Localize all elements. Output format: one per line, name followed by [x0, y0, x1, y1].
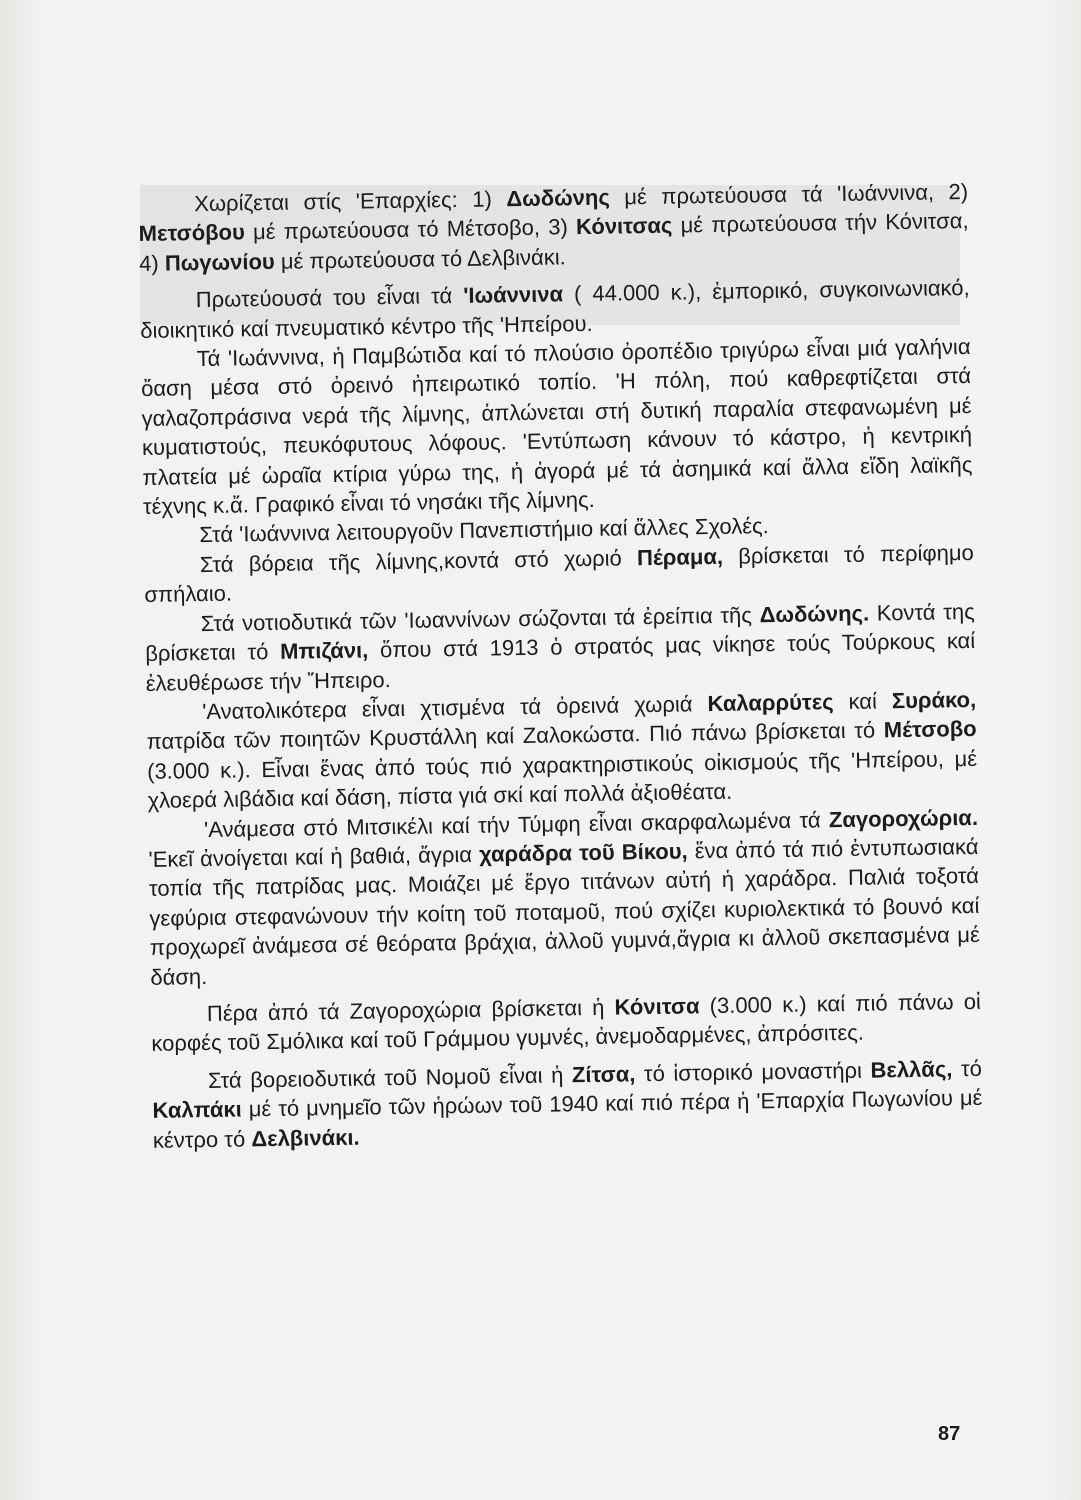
- paragraph-ioannina: Τά 'Ιωάννινα, ἡ Παμβώτιδα καί τό πλούσιο ὀροπέδιο τριγύρω εἶναι μιά γαλήνια ὄαση μέσα στό ὀρεινό ἠπειρωτικό τοπίο. 'Η πόλη, πού καθρεφτίζεται στά γαλαζοπράσινα νερά τῆς λίμνης, ἁπλώνεται στή δυτική παραλία στεφανωμένη μέ κυματιστούς, πευκόφυτους λόφους. 'Εντύπωση κάνουν τό κάστρο, ἡ κεντρική πλατεία μέ ὡραῖα κτίρια γύρω της, ἡ ἀγορά μέ τά ἀσημικά καί ἄλλα εἴδη λαϊκῆς τέχνης κ.ἄ. Γραφικό εἶναι τό νησάκι τῆς λίμνης.: [140, 333, 973, 520]
- paragraph-capital: Πρωτεύουσά του εἶναι τά 'Ιωάννινα ( 44.000 κ.), ἐμπορικό, συγκοινωνιακό, διοικητικό καί πνευματικό κέντρο τῆς 'Ηπείρου.: [140, 275, 970, 343]
- paragraph-perama: Στά βόρεια τῆς λίμνης,κοντά στό χωριό Πέραμα, βρίσκεται τό περίφημο σπήλαιο.: [144, 539, 974, 608]
- paragraph-eparchies: Χωρίζεται στίς 'Επαρχίες: 1) Δωδώνης μέ πρωτεύουσα τά 'Ιωάννινα, 2) Μετσόβου μέ πρωτεύουσα τό Μέτσοβο, 3) Κόνιτσας μέ πρωτεύουσα τήν Κόνιτσα, 4) Πωγωνίου μέ πρωτεύουσα τό Δελβινάκι.: [138, 178, 969, 276]
- paragraph-zitsa: Στά βορειοδυτικά τοῦ Νομοῦ εἶναι ἡ Ζίτσα, τό ἱστορικό μοναστήρι Βελλᾶς, τό Καλπάκι μέ τό μνημεῖο τῶν ἡρώων τοῦ 1940 καί πιό πέρα ἡ 'Επαρχία Πωγωνίου μέ κέντρο τό Δελβινάκι.: [152, 1055, 983, 1153]
- paragraph-konitsa: Πέρα ἀπό τά Ζαγοροχώρια βρίσκεται ἡ Κόνιτσα (3.000 κ.) καί πιό πάνω οἱ κορφές τοῦ Σμόλικα καί τοῦ Γράμμου γυμνές, ἀνεμοδαρμένες, ἀπρόσιτες.: [151, 988, 982, 1057]
- paragraph-metsovo: 'Ανατολικότερα εἶναι χτισμένα τά ὀρεινά χωριά Καλαρρύτες καί Συράκο, πατρίδα τῶν ποιητῶν Κρυστάλλη καί Ζαλοκώστα. Πιό πάνω βρίσκεται τό Μέτσοβο (3.000 κ.). Εἶναι ἕνας ἀπό τούς πιό χαρακτηριστικούς οἰκισμούς τῆς 'Ηπείρου, μέ χλοερά λιβάδια καί δάση, πίστα γιά σκί καί πολλά ἀξιοθέατα.: [146, 686, 978, 814]
- paragraph-dodoni: Στά νοτιοδυτικά τῶν 'Ιωαννίνων σώζονται τά ἐρείπια τῆς Δωδώνης. Κοντά της βρίσκεται τό Μπιζάνι, ὅπου στά 1913 ὁ στρατός μας νίκησε τούς Τούρκους καί ἐλευθέρωσε τήν Ἤπειρο.: [145, 598, 976, 696]
- paragraph-university: Στά 'Ιωάννινα λειτουργοῦν Πανεπιστήμιο καί ἄλλες Σχολές.: [199, 513, 769, 548]
- paragraph-zagori: 'Ανάμεσα στό Μιτσικέλι καί τήν Τύμφη εἶναι σκαρφαλωμένα τά Ζαγοροχώρια. 'Εκεῖ ἀνοίγεται καί ἡ βαθιά, ἄγρια χαράδρα τοῦ Βίκου, ἕνα ἀπό τά πιό ἐντυπωσιακά τοπία τῆς πατρίδας μας. Μοιάζει μέ ἔργο τιτάνων αὐτή ἡ χαράδρα. Παλιά τοξοτά γεφύρια στεφανώνουν τήν κοίτη τοῦ ποταμοῦ, πού σχίζει κυριολεκτικά τό βουνό καί προχωρεῖ ἀνάμεσα σέ θεόρατα βράχια, ἀλλοῦ γυμνά,ἄγρια κι ἀλλοῦ σκεπασμένα μέ δάση.: [148, 804, 980, 990]
- body-text: [138, 177, 983, 1155]
- page-number: 87: [938, 1423, 961, 1445]
